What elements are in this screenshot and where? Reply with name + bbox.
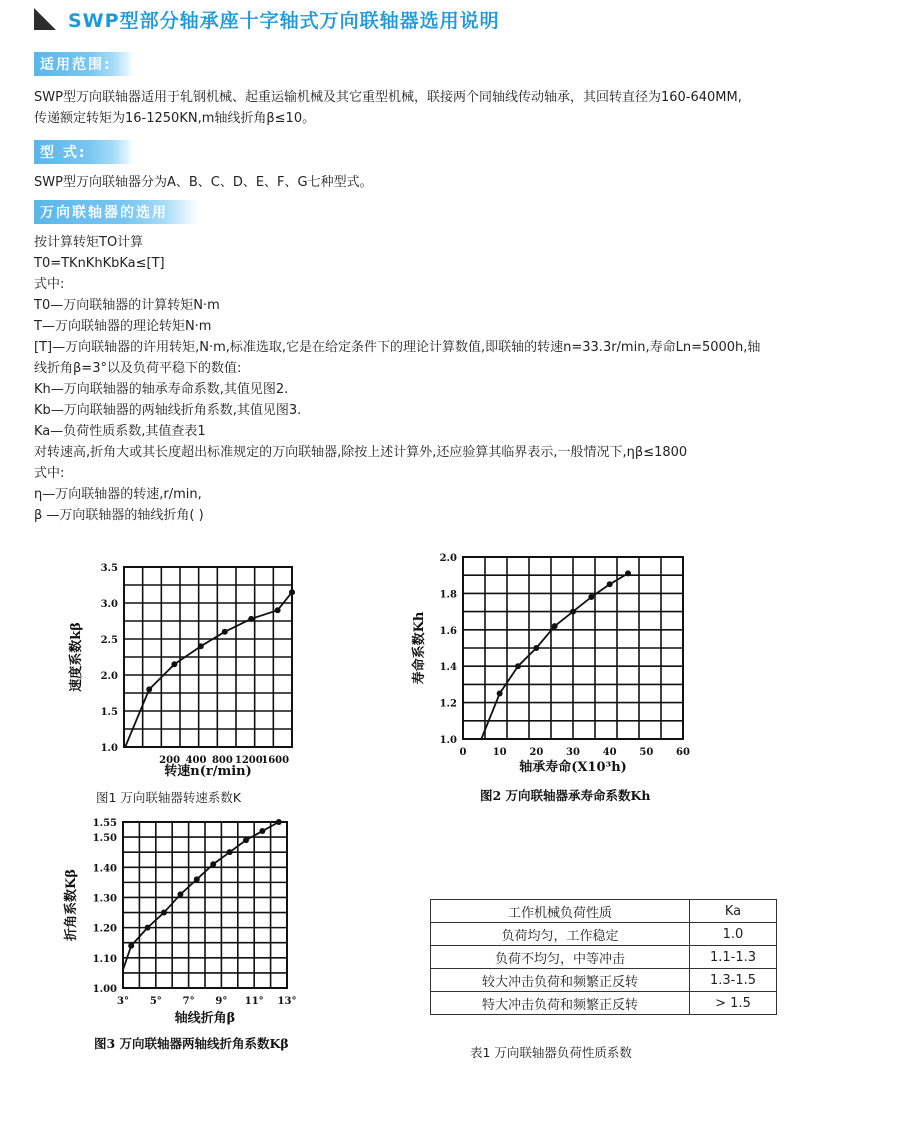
x-tick-label: 13° [277,996,297,1007]
table-cell: 较大冲击负荷和频繁正反转 [431,969,690,992]
data-point [497,691,503,697]
y-tick-label: 1.55 [92,818,117,829]
y-tick-label: 1.30 [92,893,117,905]
x-tick-label: 20 [529,747,544,758]
x-tick-label: 1200 [234,755,263,766]
y-tick-label: 2.5 [100,635,118,646]
data-point [259,828,265,834]
table-cell: > 1.5 [690,992,777,1015]
table-header-row [431,900,777,923]
y-axis-label: 速度系数kβ [69,622,84,692]
figure-2-caption: 图2 万向联轴器承寿命系数Kh [480,788,651,803]
selection-line: β —万向联轴器的轴线折角( ) [34,508,204,523]
table-cell: 负荷均匀，工作稳定 [431,923,690,946]
x-axis-label: 转速n(r/min) [164,764,252,779]
y-tick-label: 3.5 [100,563,118,574]
chart-life-coefficient [405,545,695,785]
y-tick-label: 1.40 [92,863,117,875]
table-1-caption: 表1 万向联轴器负荷性质系数 [470,1045,632,1060]
title-triangle-icon [34,8,56,30]
table-header-cell: 工作机械负荷性质 [431,900,690,923]
y-axis-label: 寿命系数Kh [412,611,427,685]
load-coefficient-table [430,899,777,1015]
data-point [276,819,282,825]
data-point [570,609,576,615]
selection-line: T0—万向联轴器的计算转矩N·m [34,298,220,313]
selection-text [34,232,760,526]
selection-line: 对转速高,折角大或其长度超出标准规定的万向联轴器,除按上述计算外,还应验算其临界表示,一般情况下,ηβ≤1800 [34,445,688,460]
chart-angle-coefficient [55,812,310,1037]
selection-line: 式中: [34,466,65,481]
y-tick-label: 1.00 [92,984,117,995]
y-tick-label: 1.5 [100,707,118,718]
table-cell: 1.3-1.5 [690,969,777,992]
x-tick-label: 60 [676,747,690,758]
data-point [227,849,233,855]
data-point [210,861,216,867]
scope-line-1: SWP型万向联轴器适用于轧钢机械、起重运输机械及其它重型机械，联接两个同轴线传动轴承，其回转直径为160-640MM, [34,90,742,105]
selection-line: T—万向联轴器的理论转矩N·m [34,319,212,334]
y-tick-label: 1.50 [92,833,117,845]
x-axis-label: 轴线折角β [174,1011,236,1026]
selection-line: 式中: [34,277,65,292]
x-axis-label: 轴承寿命(X10³h) [519,760,627,775]
figure-3-caption: 图3 万向联轴器两轴线折角系数Kβ [94,1036,289,1051]
x-tick-label: 10 [492,747,507,758]
y-tick-label: 2.0 [439,553,457,564]
table-cell: 特大冲击负荷和频繁正反转 [431,992,690,1015]
table-cell: 负荷不均匀，中等冲击 [431,946,690,969]
selection-line: Ka—负荷性质系数,其值查表1 [34,424,206,439]
selection-line: η—万向联轴器的转速,r/min, [34,487,202,502]
data-point [588,594,594,600]
data-point [146,686,152,692]
x-tick-label: 9° [215,996,228,1007]
data-point [248,616,254,622]
y-axis-label: 折角系数Kβ [64,869,79,941]
table-row [431,992,777,1015]
x-tick-label: 400 [185,755,207,766]
selection-line: Kh—万向联轴器的轴承寿命系数,其值见图2. [34,382,289,397]
figure-1-caption: 图1 万向联轴器转速系数K [96,790,242,805]
selection-line: 按计算转矩TO计算 [34,235,144,250]
selection-line: T0=TKnKhKbKa≤[T] [34,256,165,271]
series-line [123,822,279,970]
title-row [34,6,500,32]
y-tick-label: 1.2 [439,698,457,710]
data-point [194,876,200,882]
x-tick-label: 30 [566,747,580,758]
y-tick-label: 1.10 [92,953,117,965]
section-heading-scope: 适用范围: [34,52,134,76]
y-tick-label: 1.20 [92,923,117,935]
y-tick-label: 3.0 [100,599,118,610]
page-title: SWP型部分轴承座十字轴式万向联轴器选用说明 [68,9,500,32]
selection-line: Kb—万向联轴器的两轴线折角系数,其值见图3. [34,403,302,418]
x-tick-label: 1600 [261,755,290,766]
data-point [552,623,558,629]
y-tick-label: 1.6 [439,625,457,637]
x-tick-label: 50 [639,747,654,758]
data-point [275,607,281,613]
table-header-cell: Ka [690,900,777,923]
scope-line-2: 传递额定转矩为16-1250KN,m轴线折角β≤10。 [34,111,316,126]
table-cell: 1.1-1.3 [690,946,777,969]
data-point [515,663,521,669]
data-point [289,589,295,595]
table-row [431,969,777,992]
chart-speed-coefficient [60,550,310,785]
x-tick-label: 5° [149,996,162,1007]
table-cell: 1.0 [690,923,777,946]
y-tick-label: 1.4 [439,662,457,674]
data-point [243,837,249,843]
data-point [607,581,613,587]
data-point [145,925,151,931]
x-tick-label: 200 [159,755,181,766]
x-tick-label: 40 [602,747,617,758]
table-row [431,946,777,969]
scope-text [34,87,742,129]
table-row [431,923,777,946]
section-heading-selection: 万向联轴器的选用 [34,200,198,224]
y-tick-label: 1.0 [439,735,457,746]
data-point [161,910,167,916]
y-tick-label: 1.8 [439,589,457,601]
x-tick-label: 3° [117,996,129,1007]
x-tick-label: 0 [459,747,467,758]
selection-line: [T]—万向联轴器的许用转矩,N·m,标准选取,它是在给定条件下的理论计算数值,即联轴的转速n=33.3r/min,寿命Ln=5000h,轴 [34,340,761,355]
data-point [177,891,183,897]
types-text: SWP型万向联轴器分为A、B、C、D、E、F、G七种型式。 [34,175,373,190]
data-point [625,570,631,576]
data-point [128,943,134,949]
data-point [171,661,177,667]
series-line [125,592,292,747]
x-tick-label: 800 [211,755,233,766]
data-point [222,629,228,635]
data-point [533,645,539,651]
series-line [481,573,628,739]
x-tick-label: 11° [244,996,264,1007]
y-tick-label: 1.0 [100,743,118,754]
data-point [198,643,204,649]
section-heading-types: 型 式: [34,140,134,164]
x-tick-label: 7° [182,996,195,1007]
selection-line: 线折角β=3°以及负荷平稳下的数值: [34,361,242,376]
y-tick-label: 2.0 [100,671,118,682]
